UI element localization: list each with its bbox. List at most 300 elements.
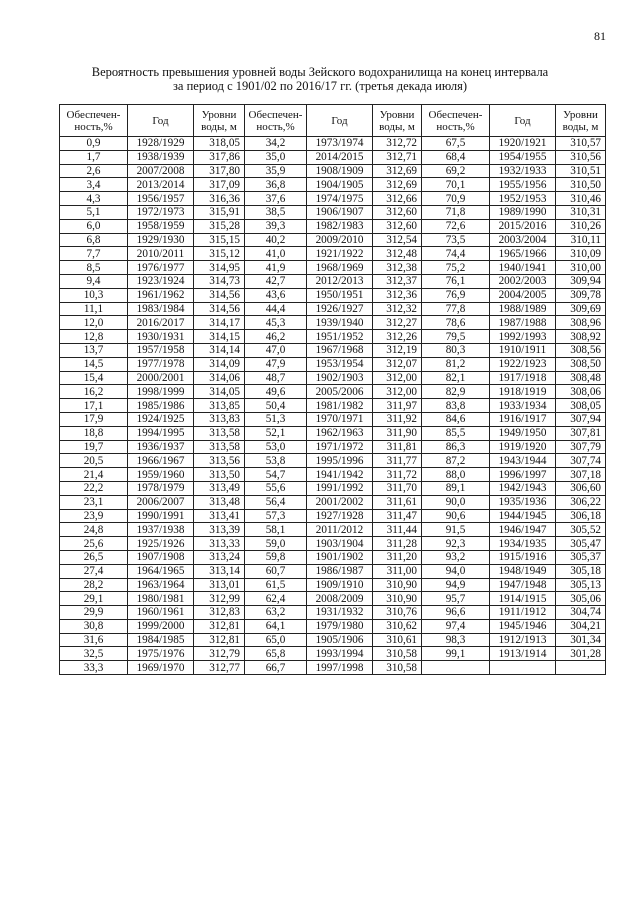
year-cell: 2009/2010	[307, 233, 373, 247]
probability-cell: 17,1	[60, 399, 128, 413]
column-header	[60, 105, 128, 137]
probability-cell: 79,5	[422, 330, 490, 344]
water-level-cell: 310,00	[556, 261, 606, 275]
year-cell: 1947/1948	[490, 578, 556, 592]
column-header-text: ность,%	[256, 120, 295, 133]
probability-cell: 12,8	[60, 330, 128, 344]
water-level-cell: 311,81	[373, 440, 422, 454]
probability-cell: 92,3	[422, 537, 490, 551]
year-cell: 2010/2011	[128, 247, 194, 261]
probability-cell: 15,4	[60, 371, 128, 385]
probability-cell: 62,4	[245, 592, 307, 606]
water-level-cell: 312,83	[194, 606, 245, 620]
table-row	[60, 330, 606, 344]
year-cell: 1973/1974	[307, 137, 373, 151]
water-level-cell: 308,96	[556, 316, 606, 330]
water-level-cell: 313,83	[194, 412, 245, 426]
year-cell: 1962/1963	[307, 426, 373, 440]
year-cell: 1927/1928	[307, 509, 373, 523]
water-level-cell: 314,56	[194, 302, 245, 316]
table-row	[60, 550, 606, 564]
water-level-cell: 314,56	[194, 288, 245, 302]
year-cell: 1976/1977	[128, 261, 194, 275]
table-row	[60, 647, 606, 661]
year-cell: 1921/1922	[307, 247, 373, 261]
probability-cell: 19,7	[60, 440, 128, 454]
water-level-cell: 310,90	[373, 578, 422, 592]
water-level-cell: 312,00	[373, 371, 422, 385]
water-level-cell: 312,69	[373, 164, 422, 178]
probability-cell: 20,5	[60, 454, 128, 468]
year-cell: 1943/1944	[490, 454, 556, 468]
year-cell: 1990/1991	[128, 509, 194, 523]
water-level-cell: 310,09	[556, 247, 606, 261]
probability-cell: 53,8	[245, 454, 307, 468]
probability-cell: 36,8	[245, 178, 307, 192]
water-level-cell: 311,92	[373, 412, 422, 426]
probability-cell: 54,7	[245, 468, 307, 482]
year-cell: 2004/2005	[490, 288, 556, 302]
water-level-cell: 310,61	[373, 633, 422, 647]
year-cell: 1968/1969	[307, 261, 373, 275]
water-level-cell: 310,31	[556, 205, 606, 219]
year-cell: 1938/1939	[128, 150, 194, 164]
year-cell	[490, 661, 556, 675]
year-cell: 2005/2006	[307, 385, 373, 399]
year-cell: 1926/1927	[307, 302, 373, 316]
table-row	[60, 192, 606, 206]
year-cell: 1925/1926	[128, 537, 194, 551]
probability-cell: 94,0	[422, 564, 490, 578]
probability-cell: 60,7	[245, 564, 307, 578]
probability-cell: 93,2	[422, 550, 490, 564]
year-cell: 2016/2017	[128, 316, 194, 330]
probability-cell: 81,2	[422, 357, 490, 371]
probability-cell: 42,7	[245, 274, 307, 288]
table-row	[60, 661, 606, 675]
water-level-cell: 312,79	[194, 647, 245, 661]
title-line-2: за период с 1901/02 по 2016/17 гг. (третья декада июля)	[172, 79, 468, 93]
water-level-cell: 310,90	[373, 592, 422, 606]
year-cell: 1960/1961	[128, 606, 194, 620]
water-level-cell: 313,58	[194, 440, 245, 454]
year-cell: 1933/1934	[490, 399, 556, 413]
year-cell: 1924/1925	[128, 412, 194, 426]
column-header-text: Год	[514, 114, 531, 127]
probability-cell: 76,9	[422, 288, 490, 302]
year-cell: 1928/1929	[128, 137, 194, 151]
water-level-cell: 316,36	[194, 192, 245, 206]
water-level-cell: 312,66	[373, 192, 422, 206]
water-level-cell: 312,71	[373, 150, 422, 164]
probability-cell: 35,0	[245, 150, 307, 164]
water-level-cell: 315,12	[194, 247, 245, 261]
water-level-cell: 311,72	[373, 468, 422, 482]
column-header	[128, 105, 194, 137]
water-level-cell: 306,18	[556, 509, 606, 523]
probability-cell: 90,6	[422, 509, 490, 523]
water-level-cell: 310,50	[556, 178, 606, 192]
water-level-cell: 309,69	[556, 302, 606, 316]
probability-cell: 26,5	[60, 550, 128, 564]
table-row	[60, 537, 606, 551]
water-level-cell: 312,77	[194, 661, 245, 675]
probability-cell: 95,7	[422, 592, 490, 606]
probability-cell: 67,5	[422, 137, 490, 151]
column-header-text: Уровни	[201, 108, 237, 121]
year-cell: 1948/1949	[490, 564, 556, 578]
year-cell: 1975/1976	[128, 647, 194, 661]
year-cell: 2001/2002	[307, 495, 373, 509]
probability-cell: 58,1	[245, 523, 307, 537]
water-level-cell: 310,76	[373, 606, 422, 620]
probability-cell: 40,2	[245, 233, 307, 247]
year-cell: 1953/1954	[307, 357, 373, 371]
water-level-cell: 315,91	[194, 205, 245, 219]
probability-cell: 72,6	[422, 219, 490, 233]
year-cell: 1998/1999	[128, 385, 194, 399]
water-level-cell: 310,58	[373, 661, 422, 675]
probability-cell: 29,1	[60, 592, 128, 606]
probability-cell: 31,6	[60, 633, 128, 647]
year-cell: 1901/1902	[307, 550, 373, 564]
water-level-cell: 311,44	[373, 523, 422, 537]
year-cell: 1989/1990	[490, 205, 556, 219]
probability-cell: 97,4	[422, 619, 490, 633]
probability-cell: 83,8	[422, 399, 490, 413]
year-cell: 2008/2009	[307, 592, 373, 606]
year-cell: 1993/1994	[307, 647, 373, 661]
probability-cell: 6,8	[60, 233, 128, 247]
year-cell: 1991/1992	[307, 481, 373, 495]
column-header	[245, 105, 307, 137]
table-row	[60, 219, 606, 233]
water-level-cell: 307,74	[556, 454, 606, 468]
water-level-cell: 311,97	[373, 399, 422, 413]
probability-cell: 53,0	[245, 440, 307, 454]
year-cell: 1999/2000	[128, 619, 194, 633]
year-cell: 1908/1909	[307, 164, 373, 178]
probability-cell: 82,1	[422, 371, 490, 385]
probability-cell: 0,9	[60, 137, 128, 151]
column-header-text: Обеспечен-	[248, 108, 303, 121]
water-level-cell: 307,79	[556, 440, 606, 454]
year-cell: 1988/1989	[490, 302, 556, 316]
probability-cell: 5,1	[60, 205, 128, 219]
probability-cell: 59,0	[245, 537, 307, 551]
water-level-cell: 312,19	[373, 343, 422, 357]
water-level-cell: 318,05	[194, 137, 245, 151]
year-cell: 1951/1952	[307, 330, 373, 344]
probability-cell: 22,2	[60, 481, 128, 495]
probability-cell: 70,9	[422, 192, 490, 206]
water-level-cell: 311,20	[373, 550, 422, 564]
year-cell: 2015/2016	[490, 219, 556, 233]
year-cell: 1963/1964	[128, 578, 194, 592]
year-cell: 2003/2004	[490, 233, 556, 247]
table-row	[60, 454, 606, 468]
water-level-cell: 308,06	[556, 385, 606, 399]
table-row	[60, 343, 606, 357]
year-cell: 1994/1995	[128, 426, 194, 440]
probability-cell: 25,6	[60, 537, 128, 551]
water-level-cell: 310,26	[556, 219, 606, 233]
column-header-text: Уровни	[379, 108, 415, 121]
water-level-cell: 311,61	[373, 495, 422, 509]
column-header-text: воды, м	[379, 120, 415, 133]
table-header-row	[60, 105, 606, 137]
year-cell: 2007/2008	[128, 164, 194, 178]
year-cell: 1902/1903	[307, 371, 373, 385]
water-level-cell: 304,21	[556, 619, 606, 633]
probability-cell: 49,6	[245, 385, 307, 399]
year-cell: 1913/1914	[490, 647, 556, 661]
water-level-cell: 313,14	[194, 564, 245, 578]
table-row	[60, 564, 606, 578]
year-cell: 1929/1930	[128, 233, 194, 247]
probability-cell: 77,8	[422, 302, 490, 316]
probability-cell: 9,4	[60, 274, 128, 288]
water-level-cell: 317,86	[194, 150, 245, 164]
year-cell: 1982/1983	[307, 219, 373, 233]
table-row	[60, 247, 606, 261]
table-body	[60, 137, 606, 675]
table-row	[60, 357, 606, 371]
probability-cell: 55,6	[245, 481, 307, 495]
probability-cell: 6,0	[60, 219, 128, 233]
probability-cell: 35,9	[245, 164, 307, 178]
probability-cell: 75,2	[422, 261, 490, 275]
water-level-cell: 313,24	[194, 550, 245, 564]
water-level-cell: 311,77	[373, 454, 422, 468]
water-level-cell: 315,15	[194, 233, 245, 247]
water-level-cell: 305,47	[556, 537, 606, 551]
year-cell: 1949/1950	[490, 426, 556, 440]
column-header-text: воды, м	[562, 120, 599, 133]
year-cell: 1910/1911	[490, 343, 556, 357]
year-cell: 1958/1959	[128, 219, 194, 233]
year-cell: 1936/1937	[128, 440, 194, 454]
probability-cell: 12,0	[60, 316, 128, 330]
table-row	[60, 205, 606, 219]
probability-cell: 66,7	[245, 661, 307, 675]
water-level-cell: 314,05	[194, 385, 245, 399]
water-level-cell: 313,56	[194, 454, 245, 468]
water-level-cell: 307,18	[556, 468, 606, 482]
probability-cell: 1,7	[60, 150, 128, 164]
water-level-cell: 312,69	[373, 178, 422, 192]
year-cell: 1940/1941	[490, 261, 556, 275]
column-header-text: ность,%	[436, 120, 475, 133]
column-header	[373, 105, 422, 137]
probability-cell: 4,3	[60, 192, 128, 206]
probability-cell: 59,8	[245, 550, 307, 564]
year-cell: 1931/1932	[307, 606, 373, 620]
year-cell: 1917/1918	[490, 371, 556, 385]
table-row	[60, 274, 606, 288]
year-cell: 1979/1980	[307, 619, 373, 633]
table-row	[60, 633, 606, 647]
table-row	[60, 481, 606, 495]
column-header	[194, 105, 245, 137]
water-level-cell: 312,72	[373, 137, 422, 151]
table-row	[60, 302, 606, 316]
probability-cell: 27,4	[60, 564, 128, 578]
water-level-cell: 307,94	[556, 412, 606, 426]
year-cell: 1934/1935	[490, 537, 556, 551]
probability-cell: 61,5	[245, 578, 307, 592]
water-level-cell: 308,48	[556, 371, 606, 385]
probability-cell: 18,8	[60, 426, 128, 440]
probability-cell: 73,5	[422, 233, 490, 247]
table-row	[60, 137, 606, 151]
year-cell: 1987/1988	[490, 316, 556, 330]
table-row	[60, 399, 606, 413]
water-level-cell: 307,81	[556, 426, 606, 440]
water-level-cell: 312,27	[373, 316, 422, 330]
year-cell: 1996/1997	[490, 468, 556, 482]
year-cell: 1965/1966	[490, 247, 556, 261]
probability-cell: 78,6	[422, 316, 490, 330]
water-level-cell: 312,99	[194, 592, 245, 606]
year-cell: 1920/1921	[490, 137, 556, 151]
year-cell: 1956/1957	[128, 192, 194, 206]
year-cell: 1964/1965	[128, 564, 194, 578]
probability-cell: 38,5	[245, 205, 307, 219]
year-cell: 1911/1912	[490, 606, 556, 620]
water-level-cell	[556, 661, 606, 675]
water-level-cell: 313,01	[194, 578, 245, 592]
table-row	[60, 385, 606, 399]
water-level-cell: 312,48	[373, 247, 422, 261]
water-level-cell: 311,47	[373, 509, 422, 523]
probability-cell: 56,4	[245, 495, 307, 509]
water-level-cell: 317,09	[194, 178, 245, 192]
year-cell: 1946/1947	[490, 523, 556, 537]
probability-cell: 23,1	[60, 495, 128, 509]
probability-cell: 96,6	[422, 606, 490, 620]
water-level-cell: 301,34	[556, 633, 606, 647]
water-level-cell: 310,51	[556, 164, 606, 178]
probability-table	[59, 104, 606, 675]
year-cell: 1905/1906	[307, 633, 373, 647]
water-level-cell: 312,60	[373, 219, 422, 233]
year-cell: 1922/1923	[490, 357, 556, 371]
column-header-text: Обеспечен-	[428, 108, 483, 121]
probability-cell: 80,3	[422, 343, 490, 357]
table-row	[60, 178, 606, 192]
water-level-cell: 314,73	[194, 274, 245, 288]
probability-cell: 24,8	[60, 523, 128, 537]
table-row	[60, 150, 606, 164]
probability-cell: 10,3	[60, 288, 128, 302]
probability-cell: 34,2	[245, 137, 307, 151]
water-level-cell: 312,32	[373, 302, 422, 316]
year-cell: 2002/2003	[490, 274, 556, 288]
probability-cell: 76,1	[422, 274, 490, 288]
water-level-cell: 313,50	[194, 468, 245, 482]
year-cell: 1915/1916	[490, 550, 556, 564]
probability-cell: 48,7	[245, 371, 307, 385]
probability-cell: 91,5	[422, 523, 490, 537]
probability-cell: 16,2	[60, 385, 128, 399]
year-cell: 2013/2014	[128, 178, 194, 192]
probability-cell: 57,3	[245, 509, 307, 523]
probability-cell: 32,5	[60, 647, 128, 661]
water-level-cell: 305,52	[556, 523, 606, 537]
probability-cell: 90,0	[422, 495, 490, 509]
probability-cell: 44,4	[245, 302, 307, 316]
probability-cell: 46,2	[245, 330, 307, 344]
water-level-cell: 313,58	[194, 426, 245, 440]
water-level-cell: 313,48	[194, 495, 245, 509]
column-header	[556, 105, 606, 137]
column-header-text: Уровни	[563, 108, 598, 121]
document-title	[40, 65, 600, 93]
year-cell: 1959/1960	[128, 468, 194, 482]
column-header-text: Год	[152, 114, 169, 127]
water-level-cell: 310,57	[556, 137, 606, 151]
water-level-cell: 305,13	[556, 578, 606, 592]
year-cell: 1941/1942	[307, 468, 373, 482]
probability-cell: 65,8	[245, 647, 307, 661]
year-cell: 1944/1945	[490, 509, 556, 523]
table-row	[60, 261, 606, 275]
column-header-text: Обеспечен-	[66, 108, 121, 121]
year-cell: 1918/1919	[490, 385, 556, 399]
year-cell: 1930/1931	[128, 330, 194, 344]
probability-cell: 47,0	[245, 343, 307, 357]
probability-cell: 51,3	[245, 412, 307, 426]
year-cell: 1971/1972	[307, 440, 373, 454]
table-row	[60, 288, 606, 302]
year-cell: 2014/2015	[307, 150, 373, 164]
year-cell: 1914/1915	[490, 592, 556, 606]
probability-cell: 37,6	[245, 192, 307, 206]
probability-cell: 70,1	[422, 178, 490, 192]
table-row	[60, 371, 606, 385]
table-row	[60, 606, 606, 620]
water-level-cell: 306,60	[556, 481, 606, 495]
water-level-cell: 310,46	[556, 192, 606, 206]
year-cell: 1942/1943	[490, 481, 556, 495]
table-row	[60, 233, 606, 247]
water-level-cell: 312,37	[373, 274, 422, 288]
water-level-cell: 314,15	[194, 330, 245, 344]
year-cell: 1957/1958	[128, 343, 194, 357]
year-cell: 1954/1955	[490, 150, 556, 164]
probability-cell: 28,2	[60, 578, 128, 592]
table-row	[60, 412, 606, 426]
year-cell: 1919/1920	[490, 440, 556, 454]
table-row	[60, 578, 606, 592]
water-level-cell: 305,18	[556, 564, 606, 578]
probability-cell: 21,4	[60, 468, 128, 482]
table-row	[60, 523, 606, 537]
water-level-cell: 311,00	[373, 564, 422, 578]
table-row	[60, 592, 606, 606]
column-header	[490, 105, 556, 137]
year-cell: 1906/1907	[307, 205, 373, 219]
water-level-cell: 314,95	[194, 261, 245, 275]
year-cell: 2000/2001	[128, 371, 194, 385]
probability-cell: 47,9	[245, 357, 307, 371]
year-cell: 1977/1978	[128, 357, 194, 371]
water-level-cell: 312,81	[194, 633, 245, 647]
column-header-text: Год	[331, 114, 348, 127]
probability-cell: 99,1	[422, 647, 490, 661]
water-level-cell: 311,28	[373, 537, 422, 551]
